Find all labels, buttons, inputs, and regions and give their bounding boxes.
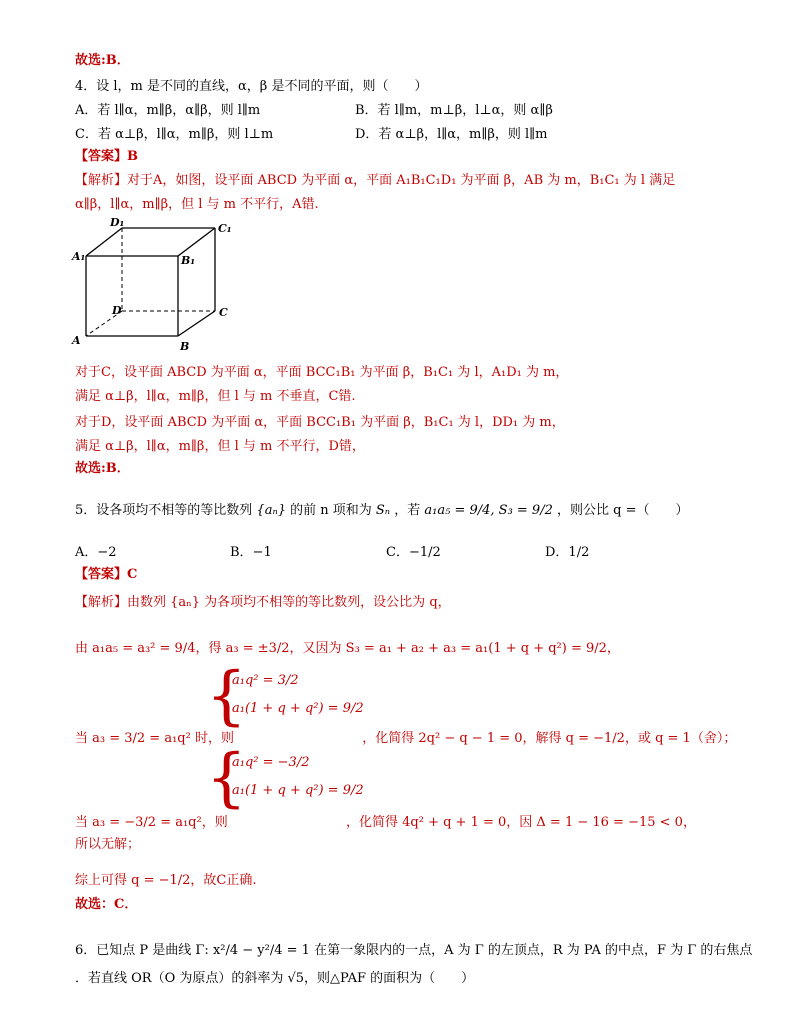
cube-label-a: A [72, 334, 81, 347]
q3-result: 故选:B． [75, 53, 130, 68]
q4-option-a: A．若 l∥α，m∥β，α∥β，则 l∥m [75, 103, 261, 118]
q5-system1-eq1: a₁q² = 3/2 [232, 673, 299, 688]
q5-system1-eq2: a₁(1 + q + q²) = 9/2 [232, 701, 364, 716]
cube-label-b: B [180, 340, 190, 353]
cube-label-d: D [112, 304, 122, 317]
q5-system2-eq1: a₁q² = −3/2 [232, 755, 310, 770]
q4-stem: 4．设 l，m 是不同的直线，α，β 是不同的平面，则（ ） [75, 79, 428, 94]
cube-label-c: C [219, 306, 228, 319]
q5-option-a: A．−2 [75, 545, 117, 560]
q4-analysis-line2: α∥β，l∥α，m∥β，但 l 与 m 不平行，A错. [75, 197, 319, 212]
q6-line1: 6．已知点 P 是曲线 Γ: x²/4 − y²/4 = 1 在第一象限内的一点，A 为 Γ 的左顶点，R 为 PA 的中点，F 为 Γ 的右焦点 [75, 943, 753, 958]
cube-label-d1: D₁ [110, 216, 125, 229]
q4-answer: 【答案】B [75, 149, 138, 164]
q5-stem [75, 502, 688, 520]
q4-c-line1: 对于C，设平面 ABCD 为平面 α，平面 BCC₁B₁ 为平面 β，B₁C₁ 为 l，A₁D₁ 为 m， [75, 365, 569, 380]
q5-option-c: C．−1/2 [386, 545, 441, 560]
cube-label-c1: C₁ [218, 222, 232, 235]
q5-answer: 【答案】C [75, 567, 138, 582]
q5-analysis-line1: 【解析】由数列 {aₙ} 为各项均不相等的等比数列，设公比为 q， [75, 595, 451, 610]
q5-case1-text: 当 a₃ = 3/2 = a₁q² 时，则 [75, 731, 234, 746]
q5-system2-brace: { [206, 741, 247, 815]
q5-analysis-line3 [75, 730, 736, 748]
q4-d-line1: 对于D，设平面 ABCD 为平面 α，平面 BCC₁B₁ 为平面 β，B₁C₁ 为 l，DD₁ 为 m， [75, 415, 565, 430]
q4-d-line2: 满足 α⊥β，l∥α，m∥β，但 l 与 m 不平行，D错， [75, 439, 365, 454]
q5-option-d: D．1/2 [545, 545, 590, 560]
q5-stem-post: ，则公比 q =（ ） [557, 503, 689, 518]
q5-analysis-line2: 由 a₁a₅ = a₃² = 9/4，得 a₃ = ±3/2，又因为 S₃ = a₁ + a₂ + a₃ = a₁(1 + q + q²) = 9/2， [75, 641, 620, 656]
q5-stem-pre: 5．设各项均不相等的等比数列 [75, 503, 253, 518]
q4-result: 故选:B． [75, 461, 130, 476]
q5-result: 故选：C． [75, 897, 138, 912]
q5-stem-sn: Sₙ [375, 503, 391, 518]
q4-c-line2: 满足 α⊥β，l∥α，m∥β，但 l 与 m 不垂直，C错. [75, 389, 356, 404]
cube-label-b1: B₁ [181, 254, 196, 267]
q4-option-b: B．若 l∥m，m⊥β，l⊥α，则 α∥β [355, 103, 553, 118]
q5-stem-an: {aₙ} [256, 503, 286, 518]
q5-stem-condition: a₁a₅ = 9/4, S₃ = 9/2 [424, 503, 553, 518]
q5-system2-eq2: a₁(1 + q + q²) = 9/2 [232, 783, 364, 798]
cube-label-a1: A₁ [72, 250, 86, 263]
q6-line2: ．若直线 OR（O 为原点）的斜率为 √5，则△PAF 的面积为（ ） [75, 971, 475, 986]
q5-system1-brace: { [206, 659, 247, 733]
q4-option-c: C．若 α⊥β，l∥α，m∥β，则 l⊥m [75, 127, 274, 142]
q5-case2-result: ，化简得 4q² + q + 1 = 0，因 Δ = 1 − 16 = −15 < 0， [346, 815, 696, 830]
q4-option-d: D．若 α⊥β，l∥α，m∥β，则 l∥m [355, 127, 548, 142]
q5-option-b: B．−1 [230, 545, 272, 560]
q5-analysis-line4 [75, 814, 696, 832]
q4-analysis-line1: 【解析】对于A，如图，设平面 ABCD 为平面 α，平面 A₁B₁C₁D₁ 为平面 β，AB 为 m，B₁C₁ 为 l 满足 [75, 173, 676, 188]
q5-analysis-line6: 综上可得 q = −1/2，故C正确. [75, 873, 257, 888]
q5-analysis-line5: 所以无解； [75, 837, 141, 852]
q5-case2-text: 当 a₃ = −3/2 = a₁q²，则 [75, 815, 228, 830]
q5-stem-if: ，若 [394, 503, 421, 518]
q5-case1-result: ，化简得 2q² − q − 1 = 0，解得 q = −1/2，或 q = 1（舍）； [362, 731, 737, 746]
cube-figure [70, 216, 240, 354]
q5-stem-mid: 的前 n 项和为 [290, 503, 372, 518]
